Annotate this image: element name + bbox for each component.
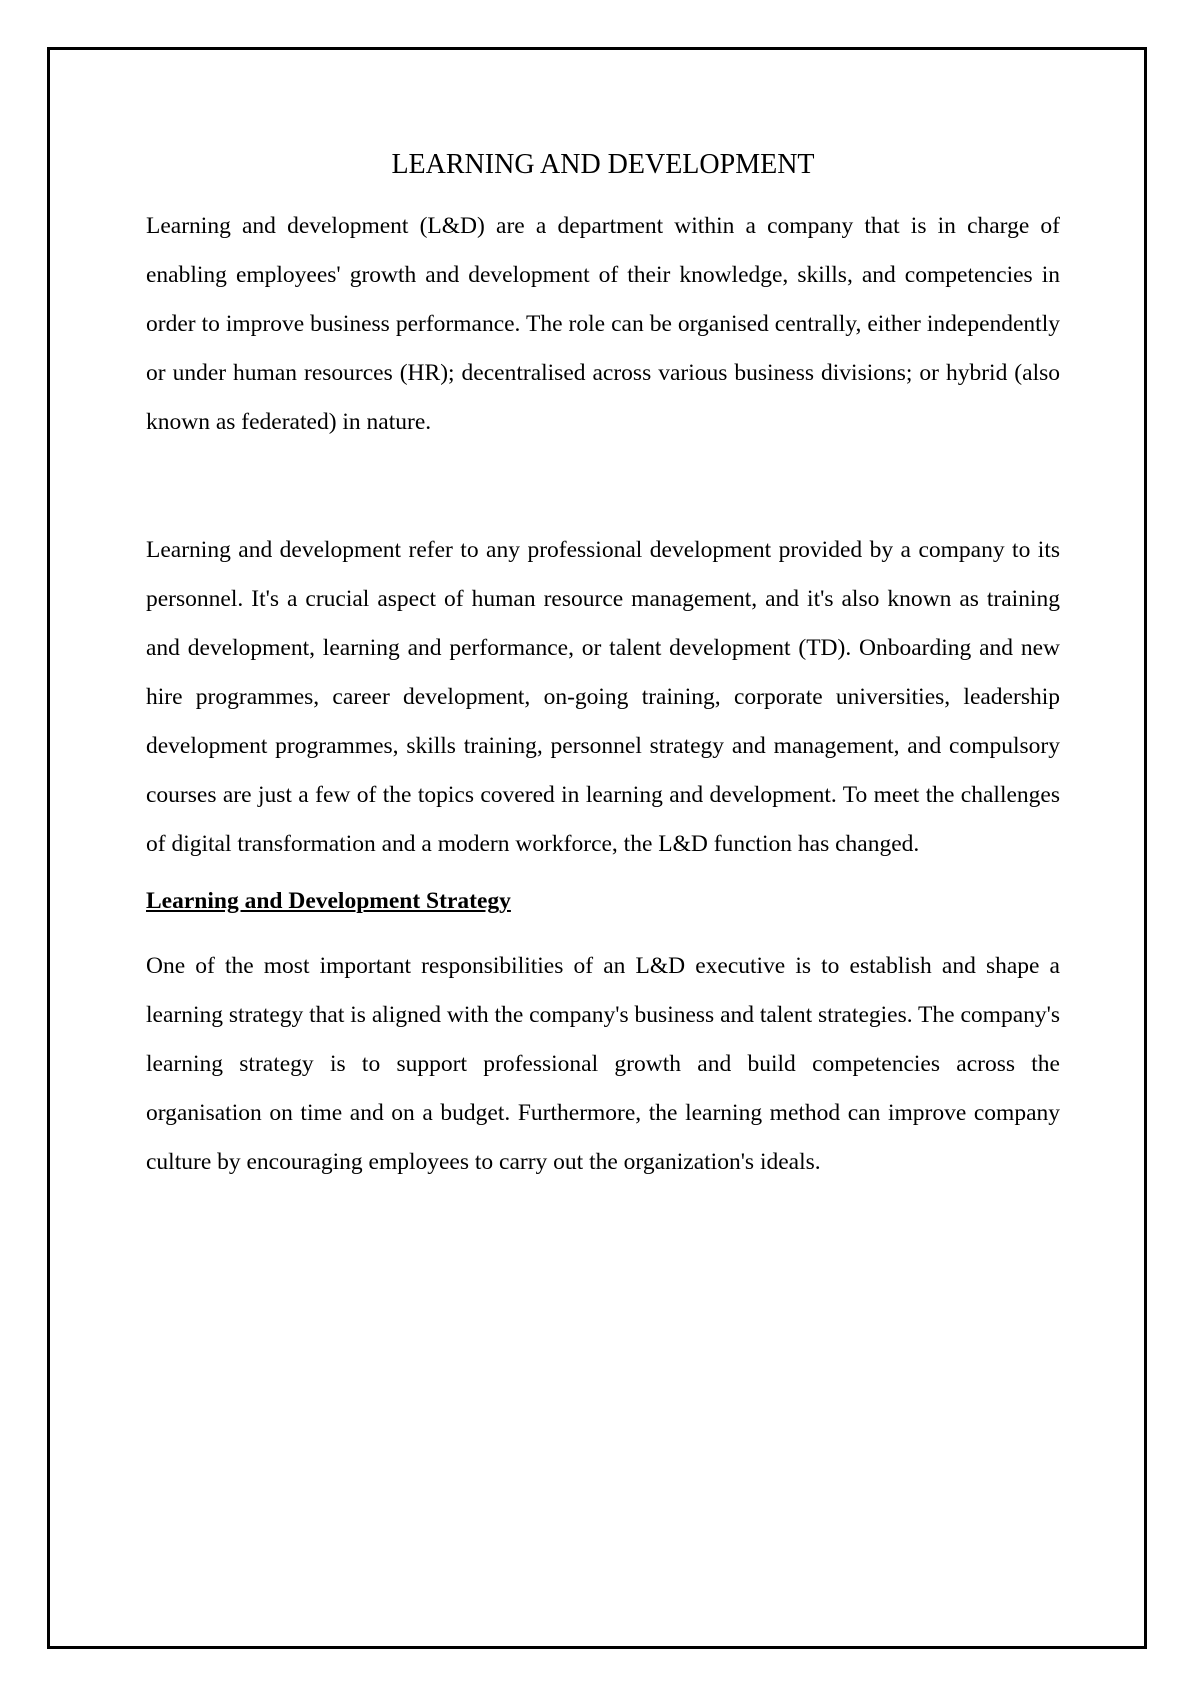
strategy-paragraph: One of the most important responsibilities of an L&D executive is to establish and shape a learning strategy that is aligned with the company's business and talent strategies. The company's learning strategy is to support professional growth and build competencies across the organisation on time and on a budget. Furthermore, the learning method can improve company culture by encouraging employees to carry out the organization's ideals. — [146, 953, 1060, 1175]
document-title: LEARNING AND DEVELOPMENT — [391, 149, 815, 180]
definition-paragraph: Learning and development refer to any professional development provided by a company to its personnel. It's a crucial aspect of human resource management, and it's also known as training and development, learning and performance, or talent development (TD). Onboarding and new hire programmes, career development, on-going training, corporate universities, leadership development programmes, skills training, personnel strategy and management, and compulsory courses are just a few of the topics covered in learning and development. To meet the challenges of digital transformation and a modern workforce, the L&D function has changed. — [146, 537, 1060, 857]
document-body — [146, 146, 1060, 1187]
section-heading: Learning and Development Strategy — [146, 888, 511, 914]
intro-paragraph: Learning and development (L&D) are a department within a company that is in charge of enabling employees' growth and development of their knowledge, skills, and competencies in order to improve business performance. The role can be organised centrally, either independently or under human resources (HR); decentralised across various business divisions; or hybrid (also known as federated) in nature. — [146, 213, 1060, 435]
